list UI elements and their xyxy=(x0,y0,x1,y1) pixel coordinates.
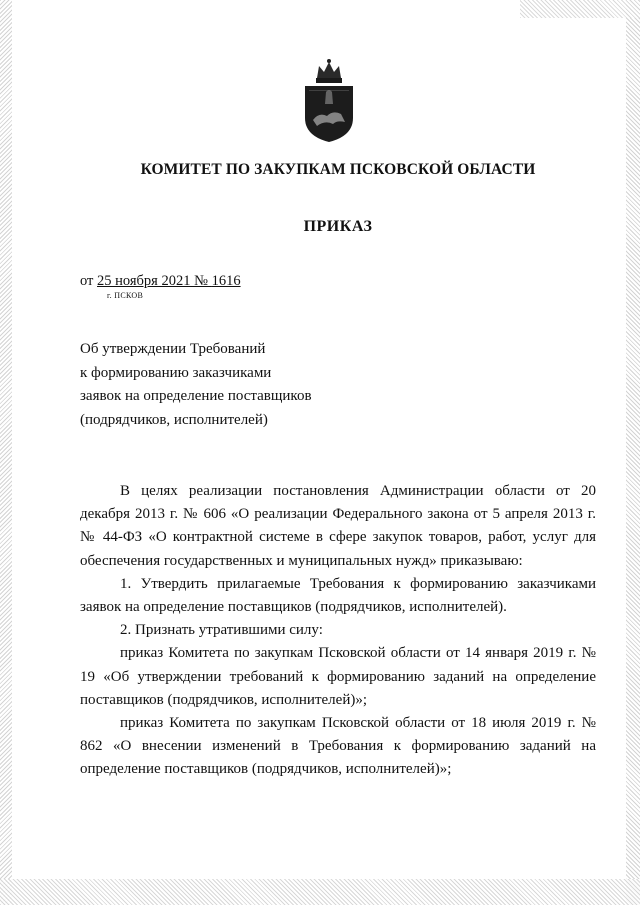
order-date: 25 ноября 2021 xyxy=(97,273,191,289)
scan-edge-bottom xyxy=(0,879,640,905)
date-number-line xyxy=(80,273,241,290)
organization-title: КОМИТЕТ ПО ЗАКУПКАМ ПСКОВСКОЙ ОБЛАСТИ xyxy=(140,161,536,178)
subject-line: Об утверждении Требований xyxy=(80,341,266,357)
repealed-order-1: приказ Комитета по закупкам Псковской области от 14 января 2019 г. № 19 «Об утверждении требований к формированию заданий на определение поставщиков (подрядчиков, исполнителей)»; xyxy=(80,645,596,708)
order-body xyxy=(80,480,596,782)
city-label: г. ПСКОВ xyxy=(107,291,144,300)
preamble-paragraph: В целях реализации постановления Администрации области от 20 декабря 2013 г. № 606 «О реализации Федерального закона от 5 апреля 2013 г. № 44-ФЗ «О контрактной системе в сфере закупок товаров, работ, услуг для обеспечения государственных и муниципальных нужд» приказываю: xyxy=(80,483,596,569)
subject-line: заявок на определение поставщиков xyxy=(80,388,312,404)
subject-line: к формированию заказчиками xyxy=(80,364,272,381)
document-type: ПРИКАЗ xyxy=(303,218,373,235)
number-prefix: № xyxy=(190,273,212,289)
item-2-paragraph: 2. Признать утратившими силу: xyxy=(120,622,323,639)
scan-edge-right xyxy=(626,0,640,905)
date-prefix: от xyxy=(80,273,98,289)
repealed-order-2: приказ Комитета по закупкам Псковской области от 18 июля 2019 г. № 862 «О внесении изменений в Требования к формированию заданий на определение поставщиков (подрядчиков, исполнителей)»; xyxy=(80,715,596,778)
scan-corner-top-right xyxy=(520,0,640,18)
order-number: 1616 xyxy=(211,273,241,289)
subject-line: (подрядчиков, исполнителей) xyxy=(80,411,268,428)
order-subject xyxy=(80,338,312,432)
scan-edge-left xyxy=(0,0,12,905)
item-1-paragraph: 1. Утвердить прилагаемые Требования к формированию заказчиками заявок на определение поставщиков (подрядчиков, исполнителей). xyxy=(80,575,596,616)
pskov-coat-of-arms-icon xyxy=(299,58,359,144)
